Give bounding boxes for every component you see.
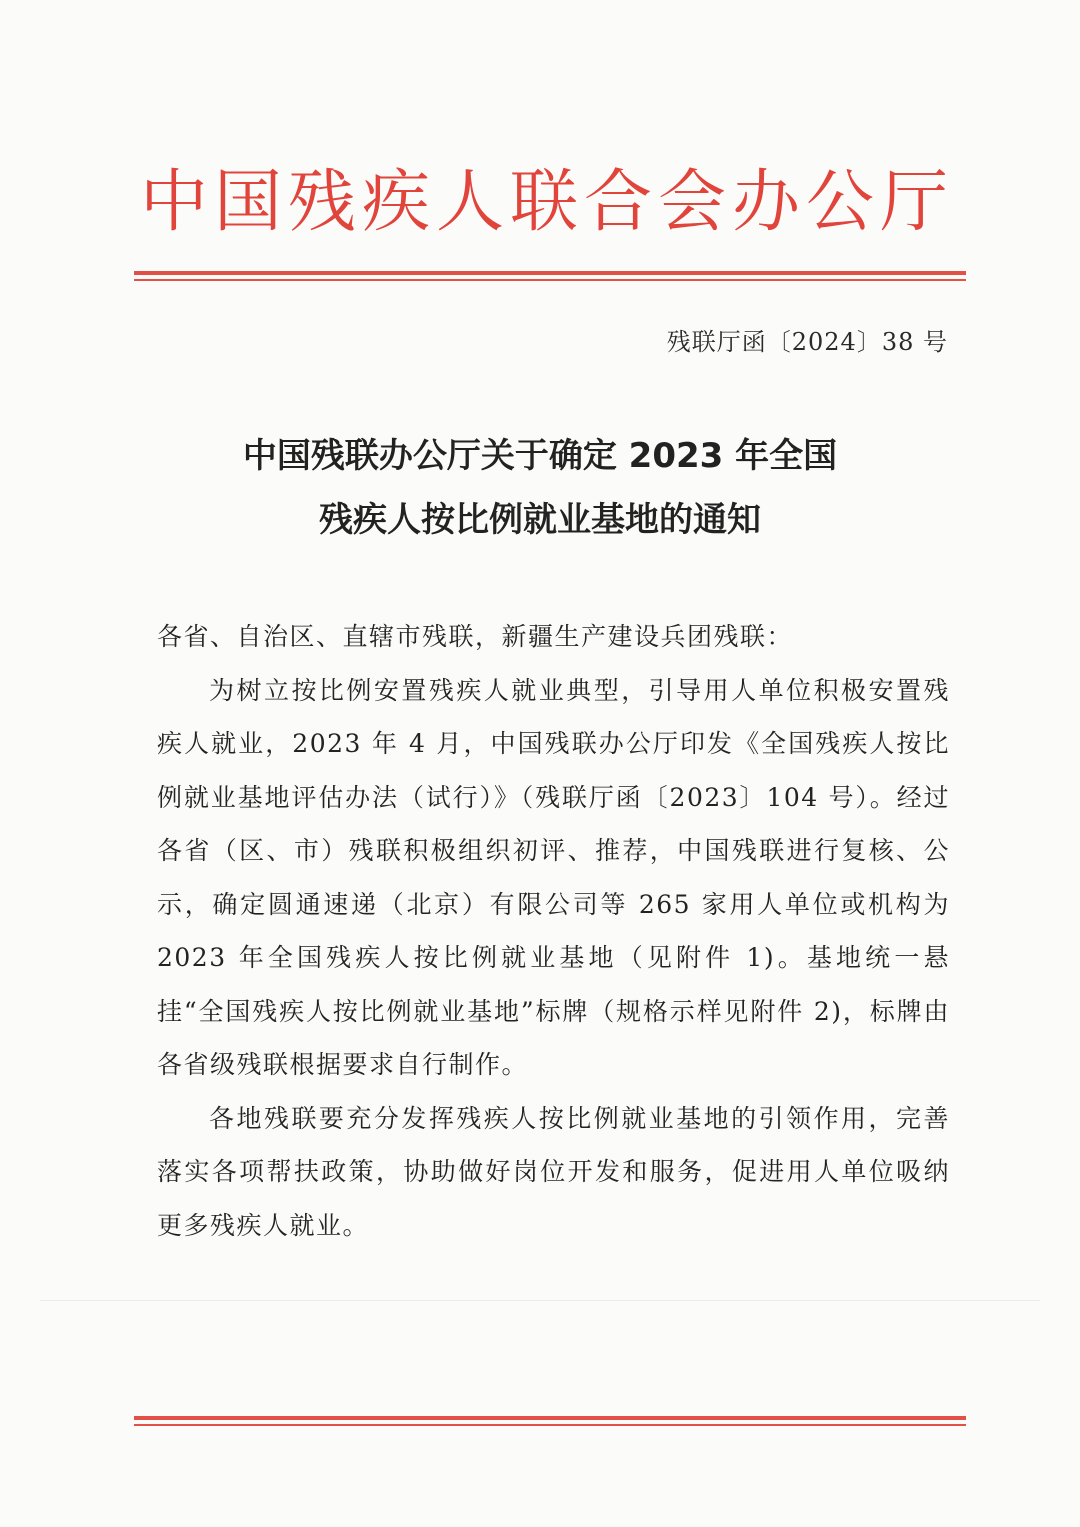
document-title-line-1: 中国残联办公厅关于确定 2023 年全国 bbox=[242, 436, 838, 476]
document-number: 残联厅函〔2024〕38 号 bbox=[666, 328, 948, 356]
body-paragraph-1: 为树立按比例安置残疾人就业典型，引导用人单位积极安置残疾人就业，2023 年 4 月，中国残联办公厅印发《全国残疾人按比例就业基地评估办法（试行）》（残联厅函〔2023〕104 号）。经过各省（区、市）残联积极组织初评、推荐，中国残联进行复核、公示，确定圆通速递（北京）有限公司等 265 家用人单位或机构为 2023 年全国残疾人按比例就业基地（见附件 1)。基地统一悬挂“全国残疾人按比例就业基地”标牌（规格示样见附件 2)，标牌由各省级残联根据要求自行制作。 bbox=[157, 675, 950, 1079]
page-fold-line bbox=[40, 1300, 1040, 1301]
document-title-line-2: 残疾人按比例就业基地的通知 bbox=[319, 500, 761, 540]
document-title bbox=[140, 424, 940, 552]
footer-red-rule bbox=[134, 1416, 966, 1426]
red-rule-thick bbox=[134, 271, 966, 275]
red-rule-thick bbox=[134, 1416, 966, 1420]
red-rule-thin bbox=[134, 1424, 966, 1426]
header-red-rule bbox=[134, 271, 966, 281]
issuing-org-header: 中国残疾人联合会办公厅 bbox=[140, 163, 955, 242]
body-paragraph-2: 各地残联要充分发挥残疾人按比例就业基地的引领作用，完善落实各项帮扶政策，协助做好岗位开发和服务，促进用人单位吸纳更多残疾人就业。 bbox=[157, 1103, 950, 1240]
salutation: 各省、自治区、直辖市残联，新疆生产建设兵团残联： bbox=[157, 622, 794, 651]
document-body bbox=[157, 610, 950, 1252]
red-rule-thin bbox=[134, 279, 966, 281]
